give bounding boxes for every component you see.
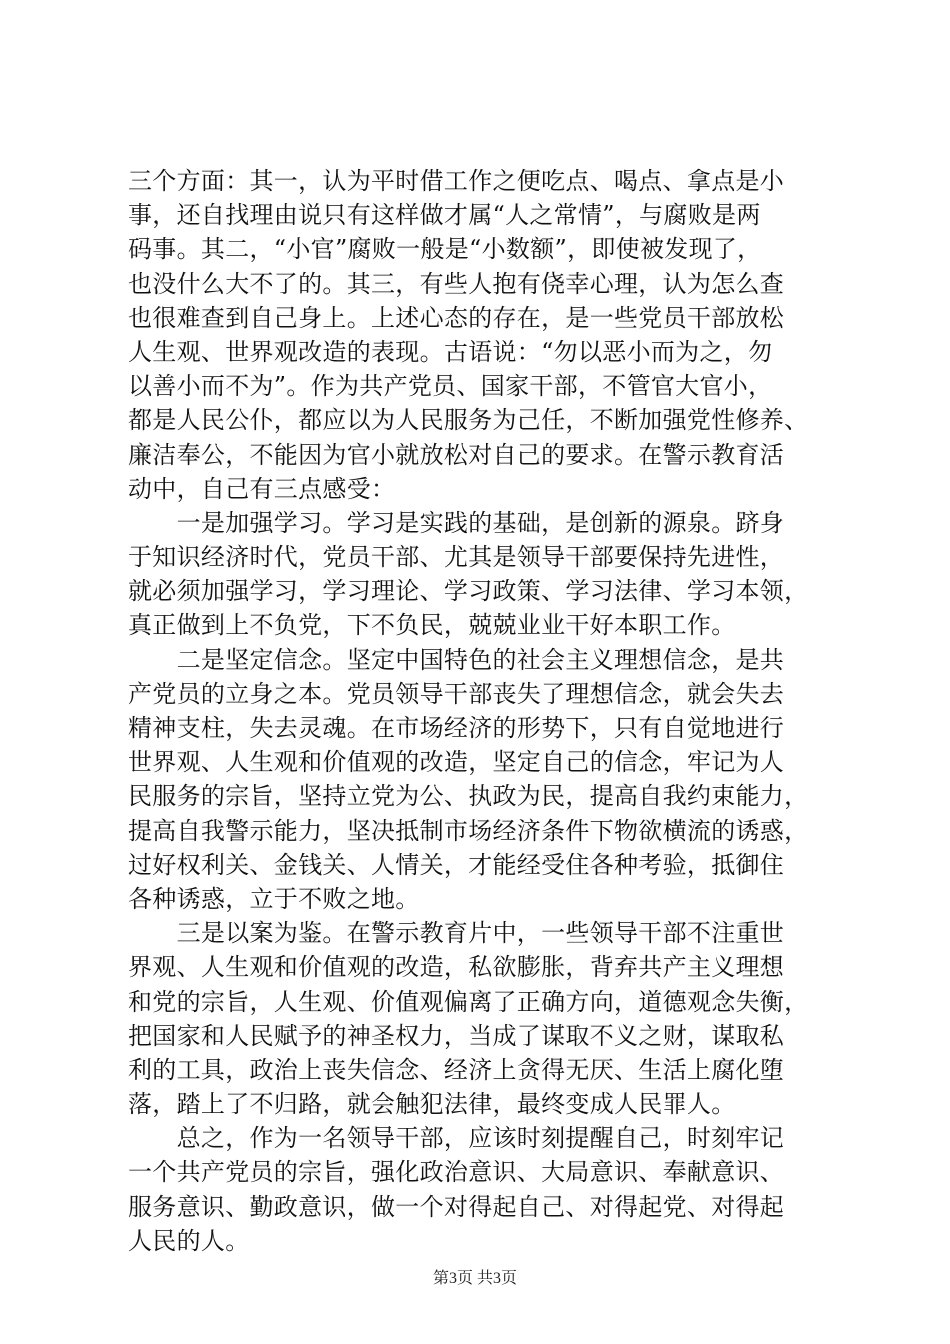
text-line: 利的工具，政治上丧失信念、经济上贪得无厌、生活上腐化堕 [128,1055,785,1084]
document-body [128,164,843,1258]
text-line: 服务意识、勤政意识，做一个对得起自己、对得起党、对得起 [128,1192,785,1221]
text-line: 于知识经济时代，党员干部、尤其是领导干部要保持先进性， [128,543,785,572]
text-line: 世界观、人生观和价值观的改造，坚定自己的信念，牢记为人 [128,748,785,777]
page-number-footer: 第3页 共3页 [432,1270,517,1287]
text-line: 廉洁奉公，不能因为官小就放松对自己的要求。在警示教育活 [128,440,785,469]
text-line: 码事。其二，“小官”腐败一般是“小数额”，即使被发现了， [128,235,762,264]
text-line: 也很难查到自己身上。上述心态的存在，是一些党员干部放松 [128,303,785,332]
text-line: 事，还自找理由说只有这样做才属“人之常情”，与腐败是两 [128,201,761,230]
text-line: 三是以案为鉴。在警示教育片中，一些领导干部不注重世 [128,919,785,948]
text-line: 精神支柱，失去灵魂。在市场经济的形势下，只有自觉地进行 [128,714,785,742]
text-line: 以善小而不为”。作为共产党员、国家干部，不管官大官小， [128,372,773,401]
text-line: 三个方面：其一，认为平时借工作之便吃点、喝点、拿点是小 [128,167,785,195]
text-line: 动中，自己有三点感受： [128,474,396,503]
text-line: 一个共产党员的宗旨，强化政治意识、大局意识、奉献意识、 [128,1158,785,1187]
text-line: 和党的宗旨，人生观、价值观偏离了正确方向，道德观念失衡， [128,987,809,1016]
text-line: 落，踏上了不归路，就会触犯法律，最终变成人民罪人。 [128,1090,736,1119]
text-line: 真正做到上不负党，下不负民，兢兢业业干好本职工作。 [128,611,736,640]
text-line: 产党员的立身之本。党员领导干部丧失了理想信念，就会失去 [128,679,785,708]
text-line: 一是加强学习。学习是实践的基础，是创新的源泉。跻身 [128,508,785,537]
text-line: 二是坚定信念。坚定中国特色的社会主义理想信念，是共 [128,645,785,674]
text-line: 人民的人。 [128,1226,250,1255]
text-line: 界观、人生观和价值观的改造，私欲膨胀，背弃共产主义理想 [128,953,785,982]
text-line: 人生观、世界观改造的表现。古语说：“勿以恶小而为之，勿 [128,337,773,366]
text-line: 各种诱惑，立于不败之地。 [128,884,420,913]
text-line: 民服务的宗旨，坚持立党为公、执政为民，提高自我约束能力， [128,782,809,811]
text-line: 提高自我警示能力，坚决抵制市场经济条件下物欲横流的诱惑， [128,816,809,845]
text-line: 也没什么大不了的。其三，有些人抱有侥幸心理，认为怎么查 [128,269,785,298]
text-line: 总之，作为一名领导干部，应该时刻提醒自己，时刻牢记 [128,1124,785,1153]
text-line: 都是人民公仆，都应以为人民服务为己任，不断加强党性修养、 [128,406,809,435]
text-line: 把国家和人民赋予的神圣权力，当成了谋取不义之财，谋取私 [128,1021,785,1050]
text-line: 过好权利关、金钱关、人情关，才能经受住各种考验，抵御住 [128,850,785,879]
text-line: 就必须加强学习，学习理论、学习政策、学习法律、学习本领， [128,577,809,606]
